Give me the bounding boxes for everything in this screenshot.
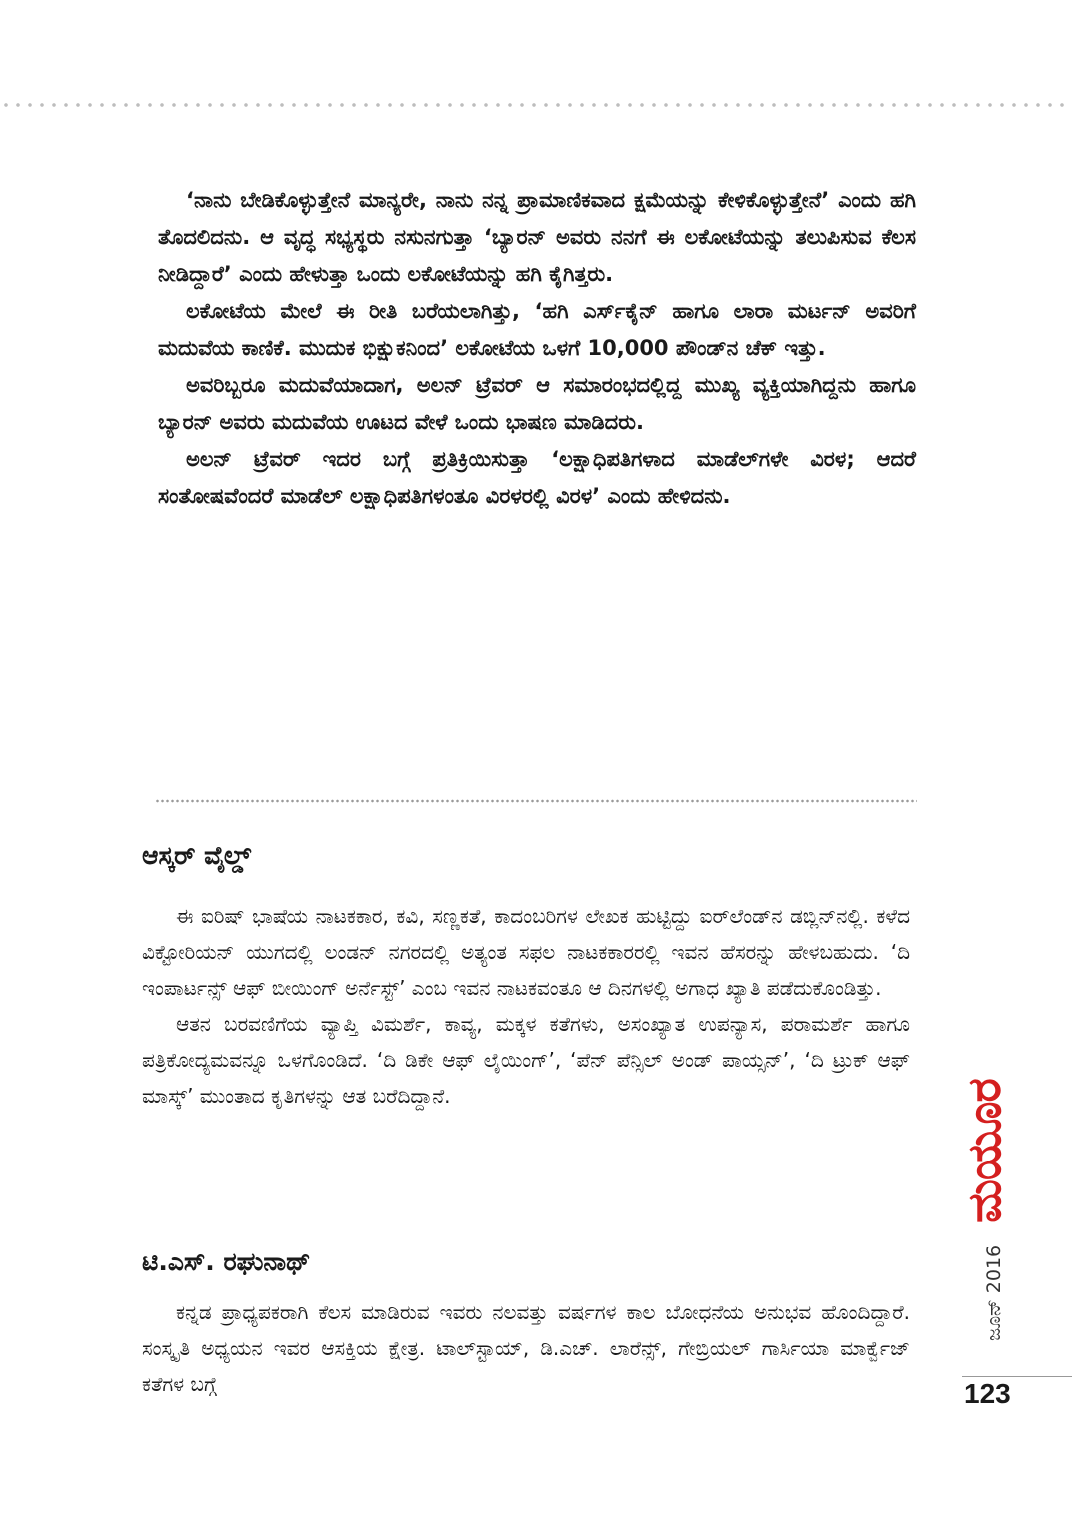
author-bio-body	[142, 898, 910, 1114]
author-bio-heading: ಆಸ್ಕರ್ ವೈಲ್ಡ್	[142, 841, 251, 870]
bio-paragraph: ಆತನ ಬರವಣಿಗೆಯ ವ್ಯಾಪ್ತಿ ವಿಮರ್ಶೆ, ಕಾವ್ಯ, ಮಕ್ಕಳ ಕತೆಗಳು, ಅಸಂಖ್ಯಾತ ಉಪನ್ಯಾಸ, ಪರಾಮರ್ಶೆ ಹಾಗೂ ಪತ್ರಿಕೋದ್ಯಮವನ್ನೂ ಒಳಗೊಂಡಿದೆ. ‘ದಿ ಡಿಕೇ ಆಫ್ ಲೈಯಿಂಗ್’, ‘ಪೆನ್ ಪೆನ್ಸಿಲ್ ಅಂಡ್ ಪಾಯ್ಸನ್’, ‘ದಿ ಟ್ರುಕ್ ಆಫ್ ಮಾಸ್ಕ್’ ಮುಂತಾದ ಕೃತಿಗಳನ್ನು ಆತ ಬರೆದಿದ್ದಾನೆ.	[142, 1012, 910, 1108]
magazine-side-label	[957, 1079, 1013, 1341]
translator-bio-body	[142, 1294, 910, 1402]
page-number: 123	[964, 1378, 1011, 1409]
bio-paragraph: ಈ ಐರಿಷ್ ಭಾಷೆಯ ನಾಟಕಕಾರ, ಕವಿ, ಸಣ್ಣಕತೆ, ಕಾದಂಬರಿಗಳ ಲೇಖಕ ಹುಟ್ಟಿದ್ದು ಐರ್‌ಲೆಂಡ್‌ನ ಡಬ್ಲಿನ್‌ನಲ್ಲಿ. ಕಳೆದ ವಿಕ್ಟೋರಿಯನ್ ಯುಗದಲ್ಲಿ ಲಂಡನ್ ನಗರದಲ್ಲಿ ಅತ್ಯಂತ ಸಫಲ ನಾಟಕಕಾರರಲ್ಲಿ ಇವನ ಹೆಸರನ್ನು ಹೇಳಬಹುದು. ‘ದಿ ಇಂಪಾರ್ಟನ್ಸ್ ಆಫ್ ಬೀಯಿಂಗ್ ಅರ್ನೆಸ್ಟ್’ ಎಂಬ ಇವನ ನಾಟಕವಂತೂ ಆ ದಿನಗಳಲ್ಲಿ ಅಗಾಧ ಖ್ಯಾತಿ ಪಡೆದುಕೊಂಡಿತ್ತು.	[142, 904, 910, 1000]
story-paragraph: ಅವರಿಬ್ಬರೂ ಮದುವೆಯಾದಾಗ, ಅಲನ್ ಟ್ರೆವರ್ ಆ ಸಮಾರಂಭದಲ್ಲಿದ್ದ ಮುಖ್ಯ ವ್ಯಕ್ತಿಯಾಗಿದ್ದನು ಹಾಗೂ ಬ್ಯಾರನ್ ಅವರು ಮದುವೆಯ ಊಟದ ವೇಳೆ ಒಂದು ಭಾಷಣ ಮಾಡಿದರು.	[158, 373, 916, 434]
issue-date: ಜೂನ್ 2016	[983, 1244, 1005, 1341]
story-paragraph: ಲಕೋಟೆಯ ಮೇಲೆ ಈ ರೀತಿ ಬರೆಯಲಾಗಿತ್ತು, ‘ಹಗಿ ಎರ್ಸ್‌ಕೈನ್ ಹಾಗೂ ಲಾರಾ ಮರ್ಟನ್ ಅವರಿಗೆ ಮದುವೆಯ ಕಾಣಿಕೆ. ಮುದುಕ ಭಿಕ್ಷುಕನಿಂದ’ ಲಕೋಟೆಯ ಒಳಗೆ 10,000 ಪೌಂಡ್‌ನ ಚೆಕ್ ಇತ್ತು.	[158, 299, 916, 360]
translator-bio-heading: ಟಿ.ಎಸ್. ರಘುನಾಥ್	[142, 1247, 311, 1276]
magazine-logo: ಮಯೂರ	[957, 1079, 1011, 1223]
section-divider	[155, 798, 917, 804]
story-ending	[158, 182, 916, 515]
page-number-rule	[962, 1376, 1072, 1377]
story-paragraph: ಅಲನ್ ಟ್ರೆವರ್ ಇದರ ಬಗ್ಗೆ ಪ್ರತಿಕ್ರಿಯಿಸುತ್ತಾ ‘ಲಕ್ಷಾಧಿಪತಿಗಳಾದ ಮಾಡೆಲ್‌ಗಳೇ ವಿರಳ; ಆದರೆ ಸಂತೋಷವೆಂದರೆ ಮಾಡೆಲ್ ಲಕ್ಷಾಧಿಪತಿಗಳಂತೂ ವಿರಳರಲ್ಲಿ ವಿರಳ’ ಎಂದು ಹೇಳಿದನು.	[158, 447, 916, 508]
story-paragraph: ‘ನಾನು ಬೇಡಿಕೊಳ್ಳುತ್ತೇನೆ ಮಾನ್ಯರೇ, ನಾನು ನನ್ನ ಪ್ರಾಮಾಣಿಕವಾದ ಕ್ಷಮೆಯನ್ನು ಕೇಳಿಕೊಳ್ಳುತ್ತೇನೆ’ ಎಂದು ಹಗಿ ತೊದಲಿದನು. ಆ ವೃದ್ಧ ಸಭ್ಯಸ್ಥರು ನಸುನಗುತ್ತಾ ‘ಬ್ಯಾರನ್ ಅವರು ನನಗೆ ಈ ಲಕೋಟೆಯನ್ನು ತಲುಪಿಸುವ ಕೆಲಸ ನೀಡಿದ್ದಾರೆ’ ಎಂದು ಹೇಳುತ್ತಾ ಒಂದು ಲಕೋಟೆಯನ್ನು ಹಗಿ ಕೈಗಿತ್ತರು.	[158, 188, 916, 286]
bio-paragraph: ಕನ್ನಡ ಪ್ರಾಧ್ಯಪಕರಾಗಿ ಕೆಲಸ ಮಾಡಿರುವ ಇವರು ನಲವತ್ತು ವರ್ಷಗಳ ಕಾಲ ಬೋಧನೆಯ ಅನುಭವ ಹೊಂದಿದ್ದಾರೆ. ಸಂಸ್ಕೃತಿ ಅಧ್ಯಯನ ಇವರ ಆಸಕ್ತಿಯ ಕ್ಷೇತ್ರ. ಟಾಲ್‌ಸ್ಟಾಯ್, ಡಿ.ಎಚ್. ಲಾರೆನ್ಸ್, ಗೇಬ್ರಿಯಲ್ ಗಾರ್ಸಿಯಾ ಮಾರ್ಕ್ವೆಜ್ ಕತೆಗಳ ಬಗ್ಗೆ	[142, 1300, 910, 1396]
top-dotted-rule	[0, 100, 1072, 110]
